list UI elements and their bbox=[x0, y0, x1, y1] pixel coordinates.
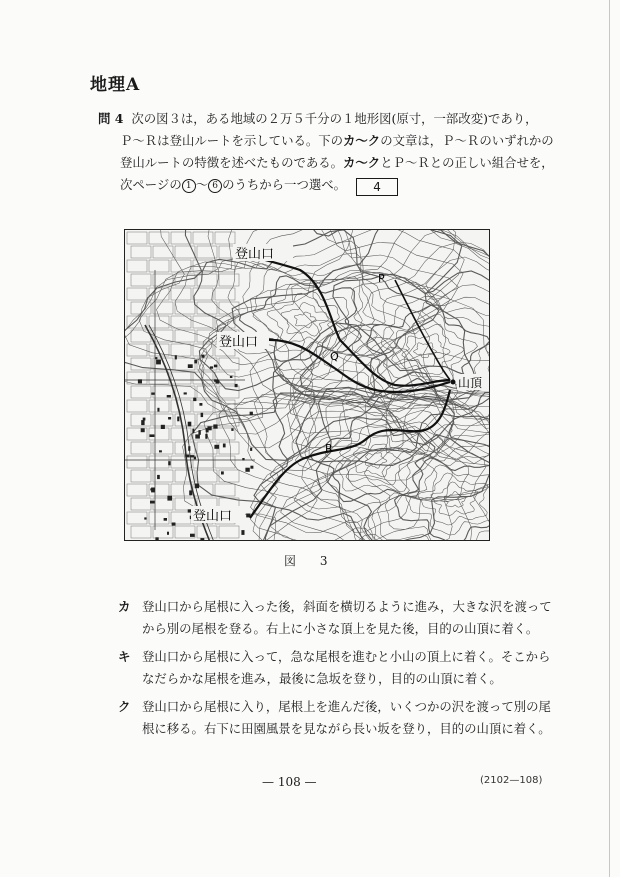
question-line-4b: のうちから一つ選べ。 bbox=[222, 177, 347, 192]
building-mark bbox=[168, 461, 170, 465]
paddy-cell bbox=[193, 288, 213, 300]
paddy-cell bbox=[153, 246, 173, 258]
trailhead-label-bottom: 登山口 bbox=[193, 509, 233, 524]
trailhead-label-top: 登山口 bbox=[235, 247, 275, 262]
paddy-cell bbox=[153, 526, 173, 538]
answer-box[interactable]: 4 bbox=[356, 178, 398, 196]
contour-line bbox=[125, 230, 464, 448]
building-mark bbox=[141, 420, 144, 425]
building-mark bbox=[213, 424, 217, 428]
paddy-cell bbox=[131, 246, 151, 258]
building-mark bbox=[241, 530, 244, 535]
building-mark bbox=[151, 393, 154, 395]
paddy-cell bbox=[131, 414, 151, 426]
building-mark bbox=[144, 517, 146, 519]
building-mark bbox=[155, 357, 157, 359]
paddy-cell bbox=[131, 274, 151, 286]
paddy-cell bbox=[127, 372, 147, 384]
option-label: カ bbox=[118, 599, 131, 614]
question-line-1: 次の図３は，ある地域の２万５千分の１地形図(原寸，一部改変)であり， bbox=[131, 111, 538, 126]
contour-line bbox=[300, 271, 490, 445]
building-mark bbox=[151, 488, 155, 493]
paddy-cell bbox=[127, 512, 147, 524]
paddy-cell bbox=[171, 344, 191, 356]
building-mark bbox=[207, 426, 211, 430]
building-mark bbox=[250, 466, 253, 469]
paddy-cell bbox=[127, 484, 147, 496]
choice-end-circle: 6 bbox=[208, 179, 222, 193]
building-mark bbox=[177, 417, 179, 422]
paddy-cell bbox=[131, 470, 151, 482]
paddy-cell bbox=[219, 526, 239, 538]
paddy-cell bbox=[149, 344, 169, 356]
building-mark bbox=[168, 417, 171, 420]
paddy-cell bbox=[153, 414, 173, 426]
building-mark bbox=[167, 496, 172, 501]
building-mark bbox=[231, 428, 233, 431]
building-mark bbox=[193, 398, 196, 402]
building-mark bbox=[214, 379, 218, 382]
building-mark bbox=[192, 429, 194, 433]
page-edge-line bbox=[609, 0, 610, 877]
building-mark bbox=[188, 364, 193, 368]
paddy-cell bbox=[131, 526, 151, 538]
choice-start-circle: 1 bbox=[182, 179, 196, 193]
roads bbox=[125, 270, 255, 541]
question-line-2b: の文章は，Ｐ～Ｒのいずれかの bbox=[380, 133, 554, 148]
paddy-cell bbox=[131, 386, 151, 398]
paddy-cell bbox=[215, 484, 235, 496]
building-mark bbox=[138, 379, 142, 383]
building-mark bbox=[172, 523, 176, 526]
page-number: — 108 — bbox=[262, 775, 317, 789]
paddy-cell bbox=[175, 358, 195, 370]
option-ka bbox=[118, 596, 552, 640]
building-mark bbox=[214, 365, 218, 368]
figure-caption: 図 3 bbox=[284, 554, 338, 568]
contour-line bbox=[281, 303, 328, 337]
building-mark bbox=[159, 450, 162, 452]
building-mark bbox=[190, 455, 195, 457]
building-mark bbox=[185, 455, 189, 458]
question-ka-ku-2: カ～ク bbox=[343, 155, 381, 170]
options-list bbox=[118, 596, 552, 746]
building-mark bbox=[235, 384, 238, 387]
contour-line bbox=[294, 312, 316, 328]
question-line-4a: 次ページの bbox=[120, 177, 182, 192]
building-mark bbox=[199, 403, 202, 406]
option-text-cont: 根に移る。右下に田園風景を見ながら長い坂を登り，目的の山頂に着く。 bbox=[142, 721, 551, 736]
building-mark bbox=[195, 434, 200, 438]
route-p-label: P bbox=[378, 272, 385, 285]
paddy-cell bbox=[149, 260, 169, 272]
page-code: (2102—108) bbox=[480, 775, 543, 786]
paddy-cell bbox=[215, 232, 235, 244]
paddy-cell bbox=[153, 302, 173, 314]
contour-line bbox=[365, 453, 387, 469]
hiking-routes bbox=[235, 252, 450, 518]
paddy-cell bbox=[153, 442, 173, 454]
paddy-cell bbox=[127, 260, 147, 272]
topographic-map-drawing bbox=[125, 230, 490, 541]
paddy-cell bbox=[149, 232, 169, 244]
contour-line bbox=[203, 241, 425, 396]
route-r-label: R bbox=[325, 442, 333, 455]
paddy-cell bbox=[171, 372, 191, 384]
building-mark bbox=[175, 355, 177, 359]
route-q-label: Q bbox=[330, 350, 339, 363]
paddy-cell bbox=[193, 400, 213, 412]
topographic-map bbox=[124, 229, 490, 541]
summit-label: 山頂 bbox=[458, 376, 483, 390]
building-mark bbox=[143, 418, 146, 421]
building-mark bbox=[190, 534, 195, 537]
paddy-cell bbox=[153, 470, 173, 482]
contour-line bbox=[294, 397, 490, 541]
question-ka-ku: カ～ク bbox=[343, 133, 381, 148]
paddy-cell bbox=[197, 330, 217, 342]
building-mark bbox=[200, 538, 204, 541]
paddy-cell bbox=[197, 302, 217, 314]
building-mark bbox=[150, 434, 155, 437]
building-mark bbox=[245, 468, 249, 472]
paddy-cell bbox=[175, 246, 195, 258]
building-mark bbox=[223, 444, 226, 448]
paddy-cell bbox=[219, 274, 239, 286]
building-mark bbox=[214, 445, 219, 449]
building-mark bbox=[188, 446, 190, 451]
option-text: 登山口から尾根に入った後，斜面を横切るように進み，大きな沢を渡って bbox=[142, 599, 552, 614]
building-mark bbox=[161, 425, 165, 429]
paddy-cell bbox=[127, 288, 147, 300]
subject-heading: 地理A bbox=[90, 75, 141, 95]
building-mark bbox=[150, 501, 155, 504]
building-mark bbox=[194, 360, 197, 364]
summit-marker bbox=[451, 380, 456, 385]
question-line-3a: 登山ルートの特徴を述べたものである。 bbox=[120, 155, 344, 170]
building-mark bbox=[188, 509, 191, 512]
paddy-cell bbox=[131, 498, 151, 510]
paddy-cell bbox=[127, 456, 147, 468]
building-mark bbox=[184, 392, 187, 394]
building-mark bbox=[202, 355, 205, 358]
building-mark bbox=[157, 408, 159, 412]
option-text: 登山口から尾根に入り，尾根上を進んだ後，いくつかの沢を渡って別の尾 bbox=[142, 699, 551, 714]
paddy-cell bbox=[171, 512, 191, 524]
building-mark bbox=[210, 366, 213, 368]
building-mark bbox=[198, 430, 200, 435]
paddy-cell bbox=[175, 302, 195, 314]
contour-line bbox=[406, 465, 490, 535]
paddy-cell bbox=[127, 232, 147, 244]
trailhead-label-mid: 登山口 bbox=[219, 335, 259, 350]
paddy-cell bbox=[149, 456, 169, 468]
building-mark bbox=[201, 413, 204, 417]
paddy-cell bbox=[171, 288, 191, 300]
paddy-cell bbox=[127, 400, 147, 412]
paddy-cell bbox=[215, 288, 235, 300]
question-block bbox=[98, 108, 554, 196]
building-mark bbox=[230, 376, 233, 378]
paddy-cell bbox=[197, 442, 217, 454]
contour-line bbox=[414, 343, 437, 358]
paddy-cell bbox=[219, 386, 239, 398]
building-mark bbox=[221, 471, 224, 474]
building-mark bbox=[242, 458, 244, 461]
building-mark bbox=[195, 484, 199, 489]
contour-line bbox=[325, 427, 425, 492]
building-mark bbox=[167, 395, 171, 397]
question-line-2a: Ｐ～Ｒは登山ルートを示している。下の bbox=[120, 133, 344, 148]
building-mark bbox=[205, 434, 207, 439]
building-mark bbox=[250, 412, 253, 416]
building-mark bbox=[167, 532, 169, 535]
choice-separator: ～ bbox=[195, 177, 209, 192]
building-mark bbox=[156, 360, 161, 365]
building-mark bbox=[188, 422, 192, 427]
route-p-upper-line bbox=[395, 280, 450, 380]
building-mark bbox=[164, 518, 167, 521]
option-text-cont: から別の尾根を登る。右上に小さな頂上を見た後，目的の山頂に着く。 bbox=[142, 621, 539, 636]
option-ki bbox=[118, 646, 551, 690]
building-mark bbox=[250, 448, 252, 451]
option-label: ク bbox=[118, 699, 131, 714]
question-number: 問 4 bbox=[98, 111, 124, 126]
paddy-cell bbox=[149, 372, 169, 384]
building-mark bbox=[141, 428, 145, 432]
option-label: キ bbox=[118, 649, 131, 664]
option-text: 登山口から尾根に入って，急な尾根を進むと小山の頂上に着く。そこから bbox=[142, 649, 551, 664]
paddy-cell bbox=[171, 484, 191, 496]
paddy-cell bbox=[153, 330, 173, 342]
building-mark bbox=[155, 537, 158, 540]
paddy-cell bbox=[149, 428, 169, 440]
paddy-cell bbox=[131, 442, 151, 454]
building-mark bbox=[157, 475, 160, 479]
question-line-3b: とＰ～Ｒとの正しい組合せを， bbox=[380, 155, 554, 170]
building-mark bbox=[189, 490, 192, 495]
paddy-cell bbox=[219, 302, 239, 314]
paddy-cell bbox=[219, 442, 239, 454]
paddy-cell bbox=[175, 330, 195, 342]
option-text-cont: なだらかな尾根を進み，最後に急坂を登り，目的の山頂に着く。 bbox=[142, 671, 502, 686]
option-ku bbox=[118, 696, 551, 740]
